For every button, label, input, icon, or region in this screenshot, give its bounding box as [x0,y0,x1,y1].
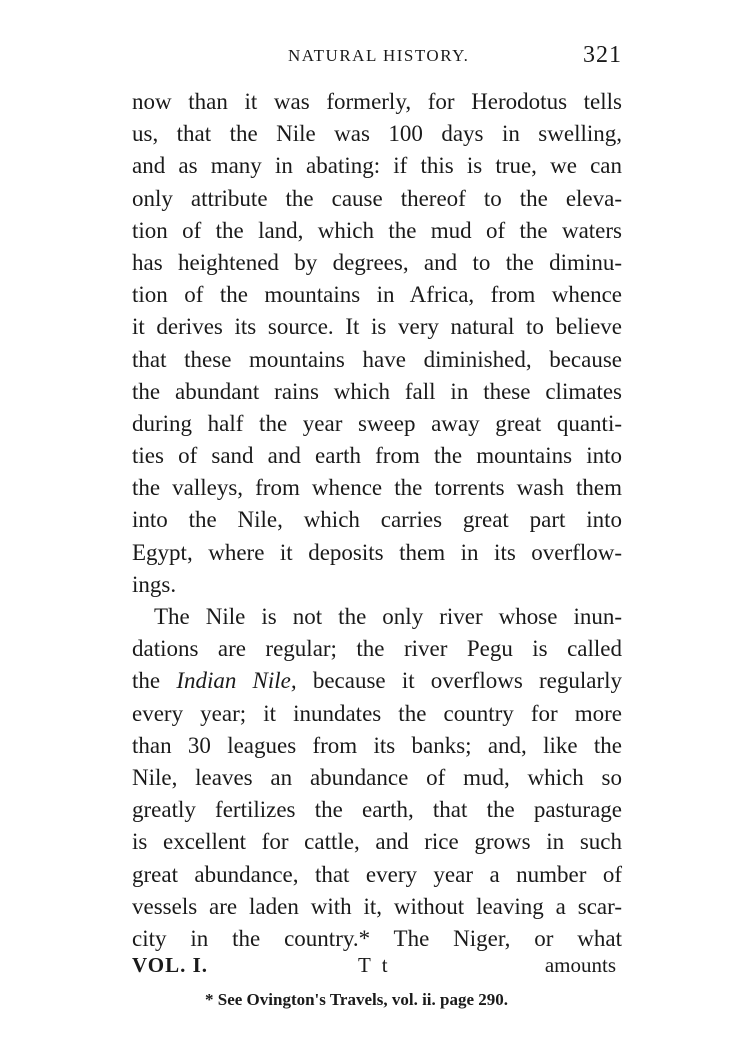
text-line: every year; it inundates the country for more [132,700,622,726]
text-line: now than it was formerly, for Herodotus tells [132,89,622,114]
text-segment: because it overflows regularly [312,668,622,694]
body-text [132,86,622,955]
page-number: 321 [583,42,622,68]
text-line: greatly fertilizes the earth, that the pasturage [132,797,622,823]
text-line: us, that the Nile was 100 days in swelling, [132,121,622,147]
text-line: tion of the mountains in Africa, from whence [132,282,622,308]
text-line: city in the country.* The Niger, or what [132,925,622,951]
text-line: ings. [132,571,177,597]
text-line: dations are regular; the river Pegu is called [132,636,622,662]
text-line: only attribute the cause thereof to the eleva- [132,185,622,211]
text-line: than 30 leagues from its banks; and, like the [132,732,622,758]
text-line: the valleys, from whence the torrents wash them [132,475,622,501]
text-segment: the [132,668,161,694]
text-line: tion of the land, which the mud of the waters [132,217,622,243]
text-line: has heightened by degrees, and to the diminu- [132,249,622,275]
catchline [132,953,622,981]
text-line: that these mountains have diminished, because [132,346,622,372]
footnote: * See Ovington's Travels, vol. ii. page 290. [205,990,509,1009]
text-line-with-italic [132,665,622,697]
running-head [0,42,750,72]
signature-mark: T t [358,953,391,977]
catchword: amounts [544,953,616,977]
text-line: the abundant rains which fall in these climates [132,378,622,404]
paragraph-first-line: The Nile is not the only river whose inun- [154,604,622,629]
volume-signature: VOL. I. [132,953,209,977]
text-line: Egypt, where it deposits them in its overflow- [132,539,622,565]
text-line: ties of sand and earth from the mountains into [132,443,622,469]
italic-term: Indian Nile, [176,668,297,694]
text-line: great abundance, that every year a number of [132,861,622,887]
text-line: Nile, leaves an abundance of mud, which so [132,764,622,790]
text-line: it derives its source. It is very natural to believe [132,314,622,340]
text-line: is excellent for cattle, and rice grows in such [132,829,622,855]
text-line: during half the year sweep away great quanti- [132,410,622,436]
text-line: and as many in abating: if this is true, we can [132,153,622,179]
text-line: vessels are laden with it, without leaving a scar- [132,893,622,919]
running-title: NATURAL HISTORY. [288,46,470,65]
text-line: into the Nile, which carries great part into [132,507,622,533]
